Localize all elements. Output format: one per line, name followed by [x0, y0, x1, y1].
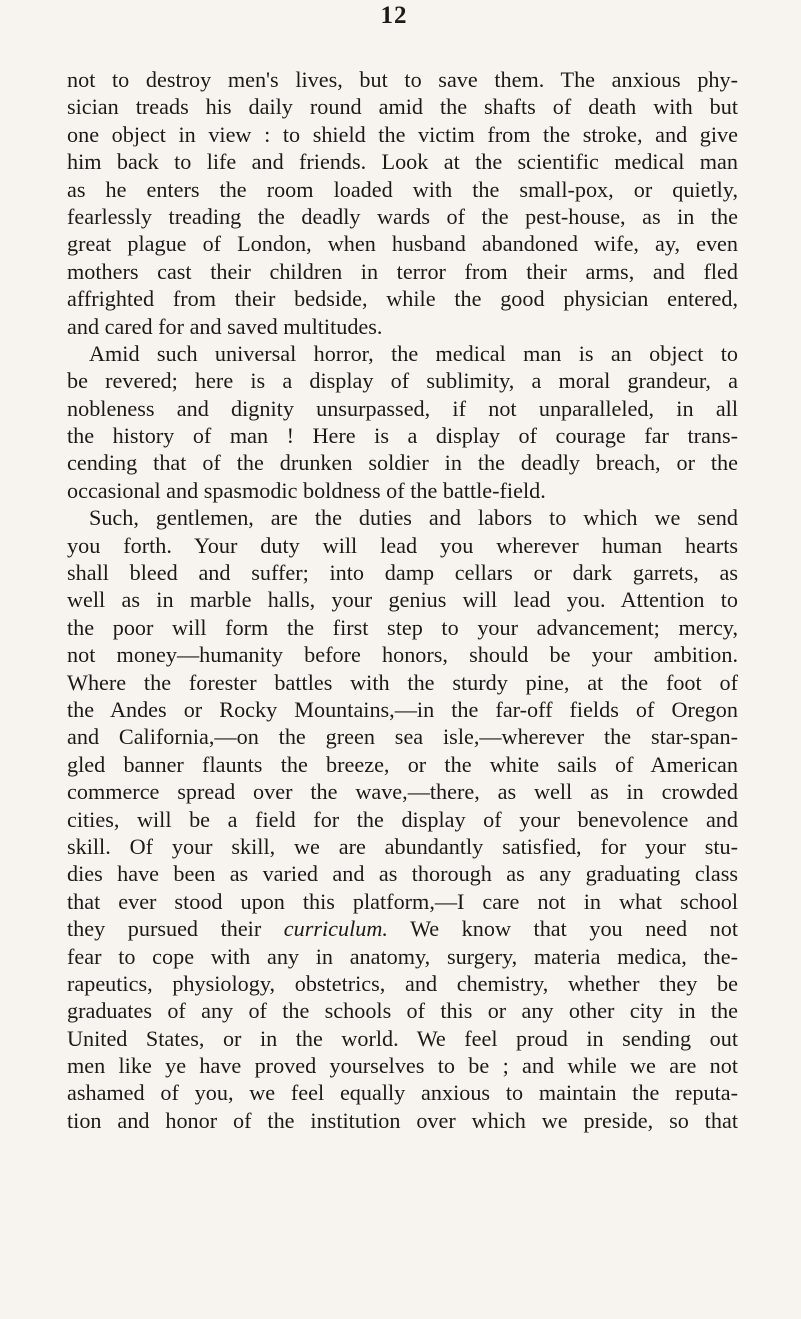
text-line: United States, or in the world. We feel proud in sending out — [67, 1025, 738, 1051]
text-line: rapeutics, physiology, obstetrics, and chemistry, whether they be — [67, 970, 738, 996]
text-line: skill. Of your skill, we are abundantly satisfied, for your stu- — [67, 833, 738, 859]
text-line: him back to life and friends. Look at the scientific medical man — [67, 149, 738, 175]
text-line: Amid such universal horror, the medical man is an object to — [89, 340, 738, 366]
text-line: the Andes or Rocky Mountains,—in the far-off fields of Oregon — [67, 696, 738, 722]
text-line: cending that of the drunken soldier in the deadly breach, or the — [67, 450, 738, 476]
text-line: fearlessly treading the deadly wards of the pest-house, as in the — [67, 203, 738, 229]
text-line: Such, gentlemen, are the duties and labors to which we send — [89, 505, 738, 531]
text-line — [67, 915, 738, 942]
text-line: and California,—on the green sea isle,—wherever the star-span- — [67, 724, 738, 750]
text-line: Where the forester battles with the sturdy pine, at the foot of — [67, 669, 738, 695]
line-segment: they pursued their — [67, 916, 262, 942]
text-line: sician treads his daily round amid the shafts of death with but — [67, 94, 738, 120]
line-segment: We know that you need not — [387, 916, 739, 942]
text-line: commerce spread over the wave,—there, as well as in crowded — [67, 779, 738, 805]
text-line: gled banner flaunts the breeze, or the white sails of American — [67, 751, 738, 777]
text-line: you forth. Your duty will lead you wherever human hearts — [67, 532, 738, 558]
text-line: fear to cope with any in anatomy, surgery, materia medica, the- — [67, 943, 738, 969]
text-line: nobleness and dignity unsurpassed, if not unparalleled, in all — [67, 395, 738, 421]
text-line: shall bleed and suffer; into damp cellars or dark garrets, as — [67, 560, 738, 586]
text-line: graduates of any of the schools of this or any other city in the — [67, 998, 738, 1024]
text-line: ashamed of you, we feel equally anxious to maintain the reputa- — [67, 1080, 738, 1106]
text-line: cities, will be a field for the display of your benevolence and — [67, 806, 738, 832]
text-line: the poor will form the first step to your advancement; mercy, — [67, 614, 738, 640]
text-line: that ever stood upon this platform,—I care not in what school — [67, 888, 738, 914]
text-line: great plague of London, when husband abandoned wife, ay, even — [67, 231, 738, 257]
text-line: tion and honor of the institution over which we preside, so that — [67, 1107, 738, 1133]
text-line: as he enters the room loaded with the small-pox, or quietly, — [67, 176, 738, 202]
page-number: 12 — [380, 2, 408, 29]
text-line: mothers cast their children in terror from their arms, and fled — [67, 258, 738, 284]
text-line: the history of man ! Here is a display of courage far trans- — [67, 423, 738, 449]
text-line: not to destroy men's lives, but to save them. The anxious phy- — [67, 67, 738, 92]
italic-word: curriculum. — [283, 916, 388, 942]
text-line: occasional and spasmodic boldness of the battle-field. — [67, 477, 546, 503]
body-text — [67, 66, 738, 1134]
text-line: well as in marble halls, your genius will lead you. Attention to — [67, 587, 738, 613]
text-line: be revered; here is a display of sublimity, a moral grandeur, a — [67, 368, 738, 394]
text-line: not money—humanity before honors, should be your ambition. — [67, 642, 738, 668]
text-line: affrighted from their bedside, while the good physician entered, — [67, 286, 738, 312]
text-line: one object in view : to shield the victim from the stroke, and give — [67, 121, 738, 147]
text-line: and cared for and saved multitudes. — [67, 313, 383, 339]
text-line: men like ye have proved yourselves to be ; and while we are not — [67, 1053, 738, 1079]
text-line: dies have been as varied and as thorough as any graduating class — [67, 861, 738, 887]
